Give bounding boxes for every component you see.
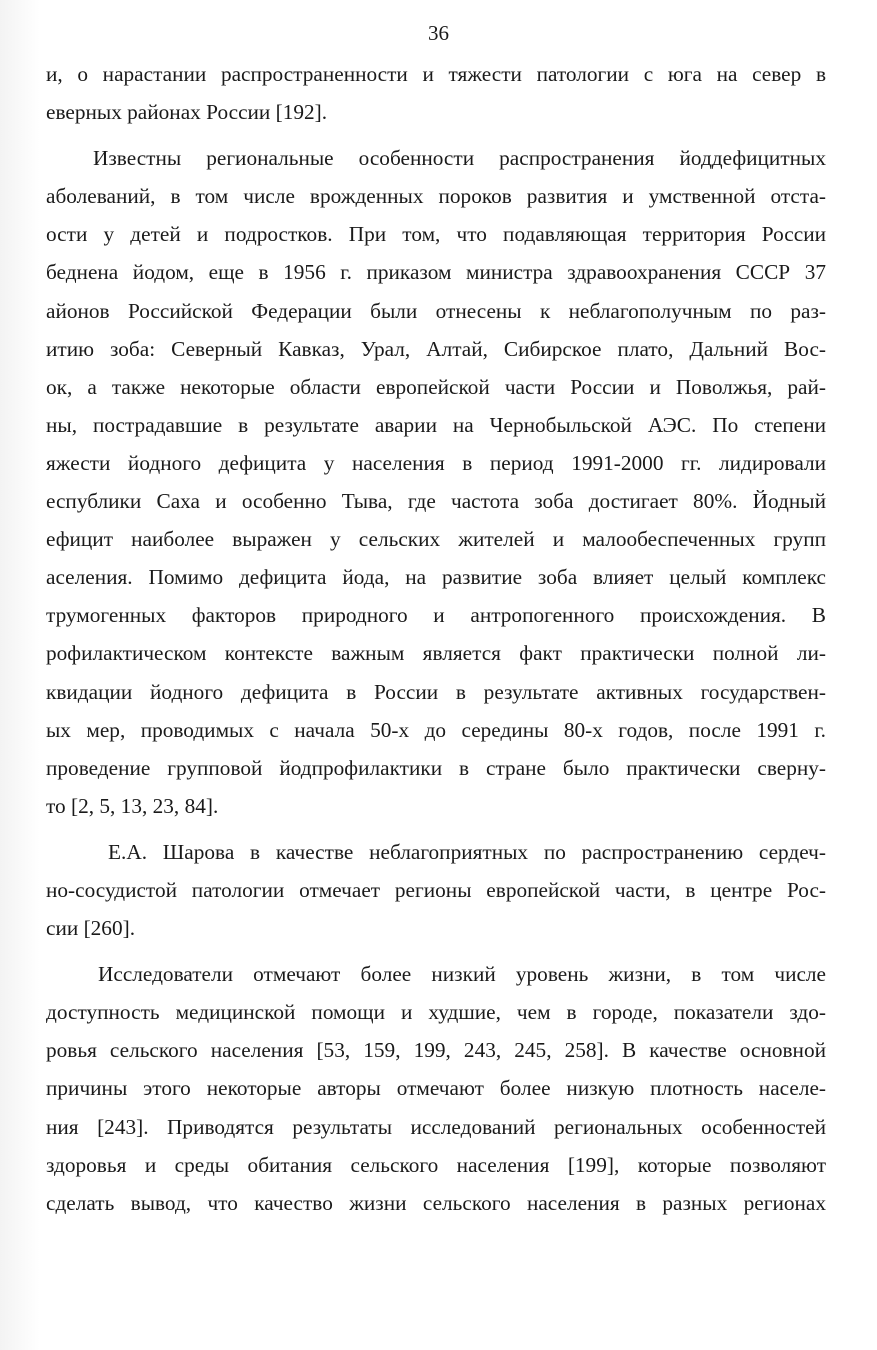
text-line: ровья сельского населения [53, 159, 199, 243, 245, 258]. В качестве основной bbox=[46, 1038, 826, 1063]
text-line: рофилактическом контексте важным является факт практически полной ли- bbox=[46, 641, 826, 666]
text-line: здоровья и среды обитания сельского населения [199], которые позволяют bbox=[46, 1152, 826, 1177]
text-line: ок, а также некоторые области европейской части России и Поволжья, рай- bbox=[46, 374, 826, 399]
text-line: но-сосудистой патологии отмечает регионы европейской части, в центре Рос- bbox=[46, 877, 826, 902]
text-line: аболеваний, в том числе врожденных пороков развития и умственной отста- bbox=[46, 184, 826, 209]
text-line: итию зоба: Северный Кавказ, Урал, Алтай, Сибирское плато, Дальний Вос- bbox=[46, 336, 826, 361]
text-line: айонов Российской Федерации были отнесены к неблагополучным по раз- bbox=[46, 298, 826, 323]
scan-edge-shadow bbox=[0, 0, 40, 1350]
document-body bbox=[46, 55, 826, 1222]
text-line: квидации йодного дефицита в России в результате активных государствен- bbox=[46, 679, 826, 704]
text-line: аселения. Помимо дефицита йода, на развитие зоба влияет целый комплекс bbox=[46, 565, 826, 590]
text-line: ны, пострадавшие в результате аварии на Чернобыльской АЭС. По степени bbox=[46, 412, 826, 437]
text-line: трумогенных факторов природного и антропогенного происхождения. В bbox=[46, 603, 826, 628]
paragraph-1 bbox=[46, 55, 826, 131]
text-line: еспублики Саха и особенно Тыва, где частота зоба достигает 80%. Йодный bbox=[46, 489, 826, 514]
text-line: и, о нарастании распространенности и тяжести патологии с юга на север в bbox=[46, 62, 826, 86]
text-line: беднена йодом, еще в 1956 г. приказом министра здравоохранения СССР 37 bbox=[46, 260, 826, 285]
paragraph-2 bbox=[46, 139, 826, 825]
page-number: 36 bbox=[428, 21, 449, 45]
text-line: сии [260]. bbox=[46, 916, 136, 941]
text-line: сделать вывод, что качество жизни сельского населения в разных регионах bbox=[46, 1190, 826, 1215]
text-line: ых мер, проводимых с начала 50-х до середины 80-х годов, после 1991 г. bbox=[46, 717, 826, 742]
text-line: ефицит наиболее выражен у сельских жителей и малообеспеченных групп bbox=[46, 527, 826, 552]
text-line: еверных районах России [192]. bbox=[46, 100, 328, 125]
text-line: ния [243]. Приводятся результаты исследований региональных особенностей bbox=[46, 1114, 826, 1139]
text-line: причины этого некоторые авторы отмечают более низкую плотность населе- bbox=[46, 1076, 826, 1101]
text-line: Известны региональные особенности распространения йоддефицитных bbox=[93, 146, 826, 171]
text-line: яжести йодного дефицита у населения в период 1991-2000 гг. лидировали bbox=[46, 450, 826, 475]
text-line: ости у детей и подростков. При том, что подавляющая территория России bbox=[46, 222, 826, 247]
text-line: Исследователи отмечают более низкий уровень жизни, в том числе bbox=[98, 962, 826, 987]
text-line: то [2, 5, 13, 23, 84]. bbox=[46, 793, 219, 818]
text-line: проведение групповой йодпрофилактики в стране было практически сверну- bbox=[46, 755, 826, 780]
text-line: Е.А. Шарова в качестве неблагоприятных по распространению сердеч- bbox=[108, 839, 826, 864]
text-line: доступность медицинской помощи и худшие, чем в городе, показатели здо- bbox=[46, 1000, 826, 1025]
paragraph-3 bbox=[46, 833, 826, 947]
paragraph-4 bbox=[46, 955, 826, 1222]
